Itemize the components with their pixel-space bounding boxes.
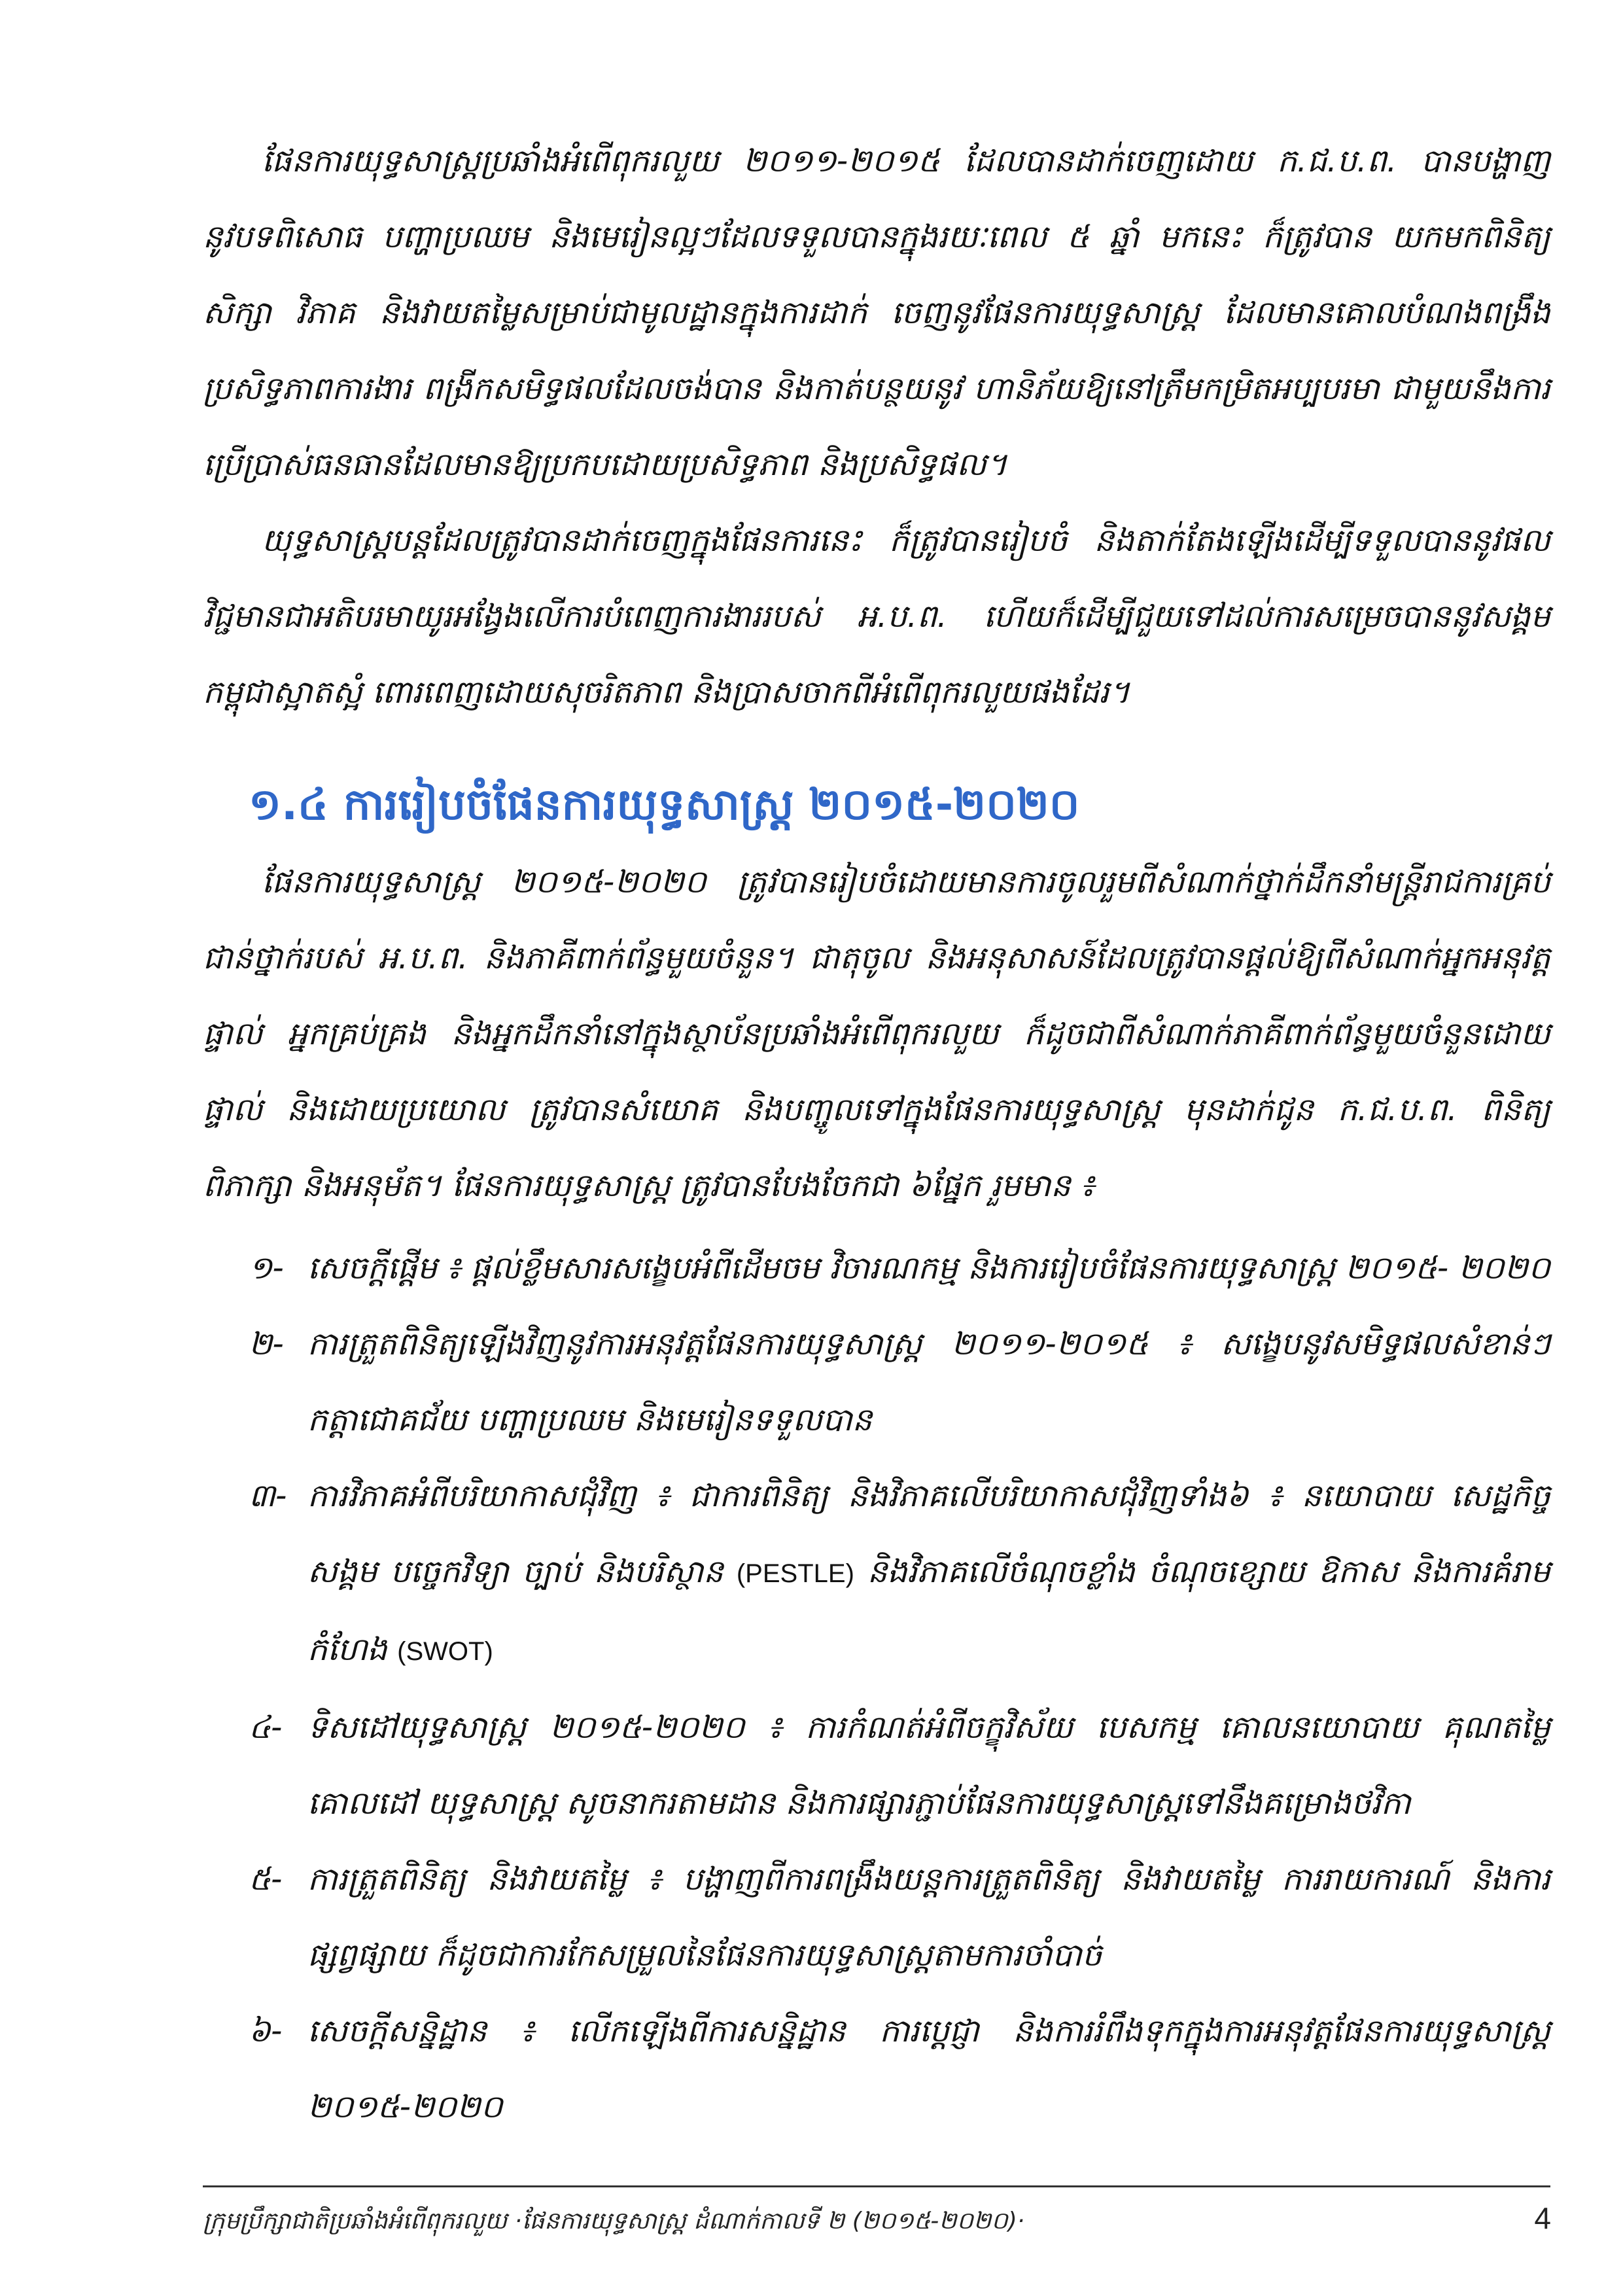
list-text: ការត្រួតពិនិត្យឡើងវិញនូវការអនុវត្តផែនការយុទ្ធសាស្ត្រ ២០១១-២០១៥ ៖ សង្ខេបនូវសមិទ្ធផលសំខាន់ៗ កត្តាជោគជ័យ បញ្ហាប្រឈម និងមេរៀនទទួលបាន (307, 1326, 1550, 1438)
page-number: 4 (1534, 2201, 1551, 2235)
list-text: សេចក្តីផ្តើម ៖ ផ្តល់ខ្លឹមសារសង្ខេបអំពីដើមចម វិចារណកម្ម និងការរៀបចំផែនការយុទ្ធសាស្ត្រ ២០១៥- ២០២០ (307, 1250, 1550, 1286)
list-number: ១- (249, 1250, 284, 1286)
pestle-label: (PESTLE) (736, 1559, 854, 1588)
intro-paragraph-2: យុទ្ធសាស្ត្របន្តដែលត្រូវបានដាក់ចេញក្នុងផែនការនេះ ក៏ត្រូវបានរៀបចំ និងតាក់តែងឡើងដើម្បីទទួលបាននូវផលវិជ្ជមានជាអតិបរមាយូរអង្វែងលើការបំពេញការងាររបស់ អ.ប.ព. ហើយក៏ដើម្បីជួយទៅដល់ការសម្រេចបាននូវសង្គមកម្ពុជាស្អាតស្អំ ពោរពេញដោយសុចរិតភាព និងប្រាសចាកពីអំពើពុករលួយផងដែរ។ (203, 522, 1550, 711)
footer-divider (203, 2185, 1550, 2187)
footer-text: ក្រុមប្រឹក្សាជាតិប្រឆាំងអំពើពុករលួយ ·ផែនការយុទ្ធសាស្ត្រ ដំណាក់កាលទី ២ (២០១៥-២០២០)· (203, 2208, 1025, 2234)
list-text: ការវិភាគអំពីបរិយាកាសជុំវិញ ៖ ជាការពិនិត្យ និងវិភាគលើបរិយាកាសជុំវិញទាំង៦ ៖ នយោបាយ សេដ្ឋកិច្ច សង្គម បច្ចេកវិទ្យា ច្បាប់ និងបរិស្ថាន (307, 1477, 1550, 1590)
list-text: និងវិភាគលើចំណុចខ្លាំង ចំណុចខ្សោយ ឱកាស និងការគំរាមកំហែង (307, 1553, 1551, 1668)
list-item (249, 1993, 1550, 2145)
list-number: ៤- (249, 1709, 283, 1746)
list-text: ទិសដៅយុទ្ធសាស្ត្រ ២០១៥-២០២០ ៖ ការកំណត់អំពីចក្ខុវិស័យ បេសកម្ម គោលនយោបាយ គុណតម្លៃ គោលដៅ យុទ្ធសាស្ត្រ សូចនាករតាមដាន និងការផ្សារភ្ជាប់ផែនការយុទ្ធសាស្ត្រទៅនឹងគម្រោងថវិកា (307, 1709, 1550, 1822)
list-text: ការត្រួតពិនិត្យ និងវាយតម្លៃ ៖ បង្ហាញពីការពង្រឹងយន្តការត្រួតពិនិត្យ និងវាយតម្លៃ ការរាយការណ៍ និងការផ្សព្វផ្សាយ ក៏ដូចជាការកែសម្រួលនៃផែនការយុទ្ធសាស្ត្រតាមការចាំបាច់ (307, 1861, 1550, 1973)
list-number: ២- (249, 1326, 284, 1362)
list-item (249, 1689, 1550, 1841)
list-item (249, 1306, 1550, 1458)
list-item (249, 1458, 1550, 1689)
section-paragraph: ផែនការយុទ្ធសាស្ត្រ ២០១៥-២០២០ ត្រូវបានរៀបចំដោយមានការចូលរួមពីសំណាក់ថ្នាក់ដឹកនាំមន្ត្រីរាជការគ្រប់ជាន់ថ្នាក់របស់ អ.ប.ព. និងភាគីពាក់ព័ន្ធមួយចំនួន។ ជាតុចូល និងអនុសាសន៍ដែលត្រូវបានផ្តល់ឱ្យពីសំណាក់អ្នកអនុវត្តផ្ទាល់ អ្នកគ្រប់គ្រង និងអ្នកដឹកនាំនៅក្នុងស្ថាប័នប្រឆាំងអំពើពុករលួយ ក៏ដូចជាពីសំណាក់ភាគីពាក់ព័ន្ធមួយចំនួនដោយផ្ទាល់ និងដោយប្រយោល ត្រូវបានសំយោគ និងបញ្ចូលទៅក្នុងផែនការយុទ្ធសាស្ត្រ មុនដាក់ជូន ក.ជ.ប.ព. ពិនិត្យ ពិភាក្សា និងអនុម័ត។ ផែនការយុទ្ធសាស្ត្រ ត្រូវបានបែងចែកជា ៦ផ្នែក រួមមាន ៖ (203, 864, 1550, 1204)
section-heading: ១.៤ ការរៀបចំផែនការយុទ្ធសាស្ត្រ ២០១៥-២០២០ (249, 779, 1080, 830)
plan-structure-list (249, 1230, 1550, 2145)
list-item (249, 1230, 1550, 1306)
list-number: ៥- (249, 1861, 283, 1898)
list-text: សេចក្តីសន្និដ្ឋាន ៖ លើកឡើងពីការសន្និដ្ឋាន ការប្តេជ្ញា និងការរំពឹងទុកក្នុងការអនុវត្តផែនការយុទ្ធសាស្ត្រ ២០១៥-២០២០ (307, 2013, 1550, 2125)
intro-paragraph-1: ផែនការយុទ្ធសាស្ត្រប្រឆាំងអំពើពុករលួយ ២០១១-២០១៥ ដែលបានដាក់ចេញដោយ ក.ជ.ប.ព. បានបង្ហាញនូវបទពិសោធ បញ្ហាប្រឈម និងមេរៀនល្អៗដែលទទួលបានក្នុងរយៈពេល ៥ ឆ្នាំ មកនេះ ក៏ត្រូវបាន យកមកពិនិត្យ សិក្សា វិភាគ និងវាយតម្លៃសម្រាប់ជាមូលដ្ឋានក្នុងការដាក់ ចេញនូវផែនការយុទ្ធសាស្ត្រ ដែលមានគោលបំណងពង្រឹងប្រសិទ្ធភាពការងារ ពង្រីកសមិទ្ធផលដែលចង់បាន និងកាត់បន្ថយនូវ ហានិភ័យឱ្យនៅត្រឹមកម្រិតអប្បបរមា ជាមួយនឹងការប្រើប្រាស់ធនធានដែលមានឱ្យប្រកបដោយប្រសិទ្ធភាព និងប្រសិទ្ធផល។ (203, 143, 1551, 483)
swot-label: (SWOT) (397, 1637, 493, 1666)
list-number: ៦- (249, 2013, 283, 2049)
list-number: ៣- (249, 1477, 287, 1514)
list-item (249, 1841, 1550, 1993)
